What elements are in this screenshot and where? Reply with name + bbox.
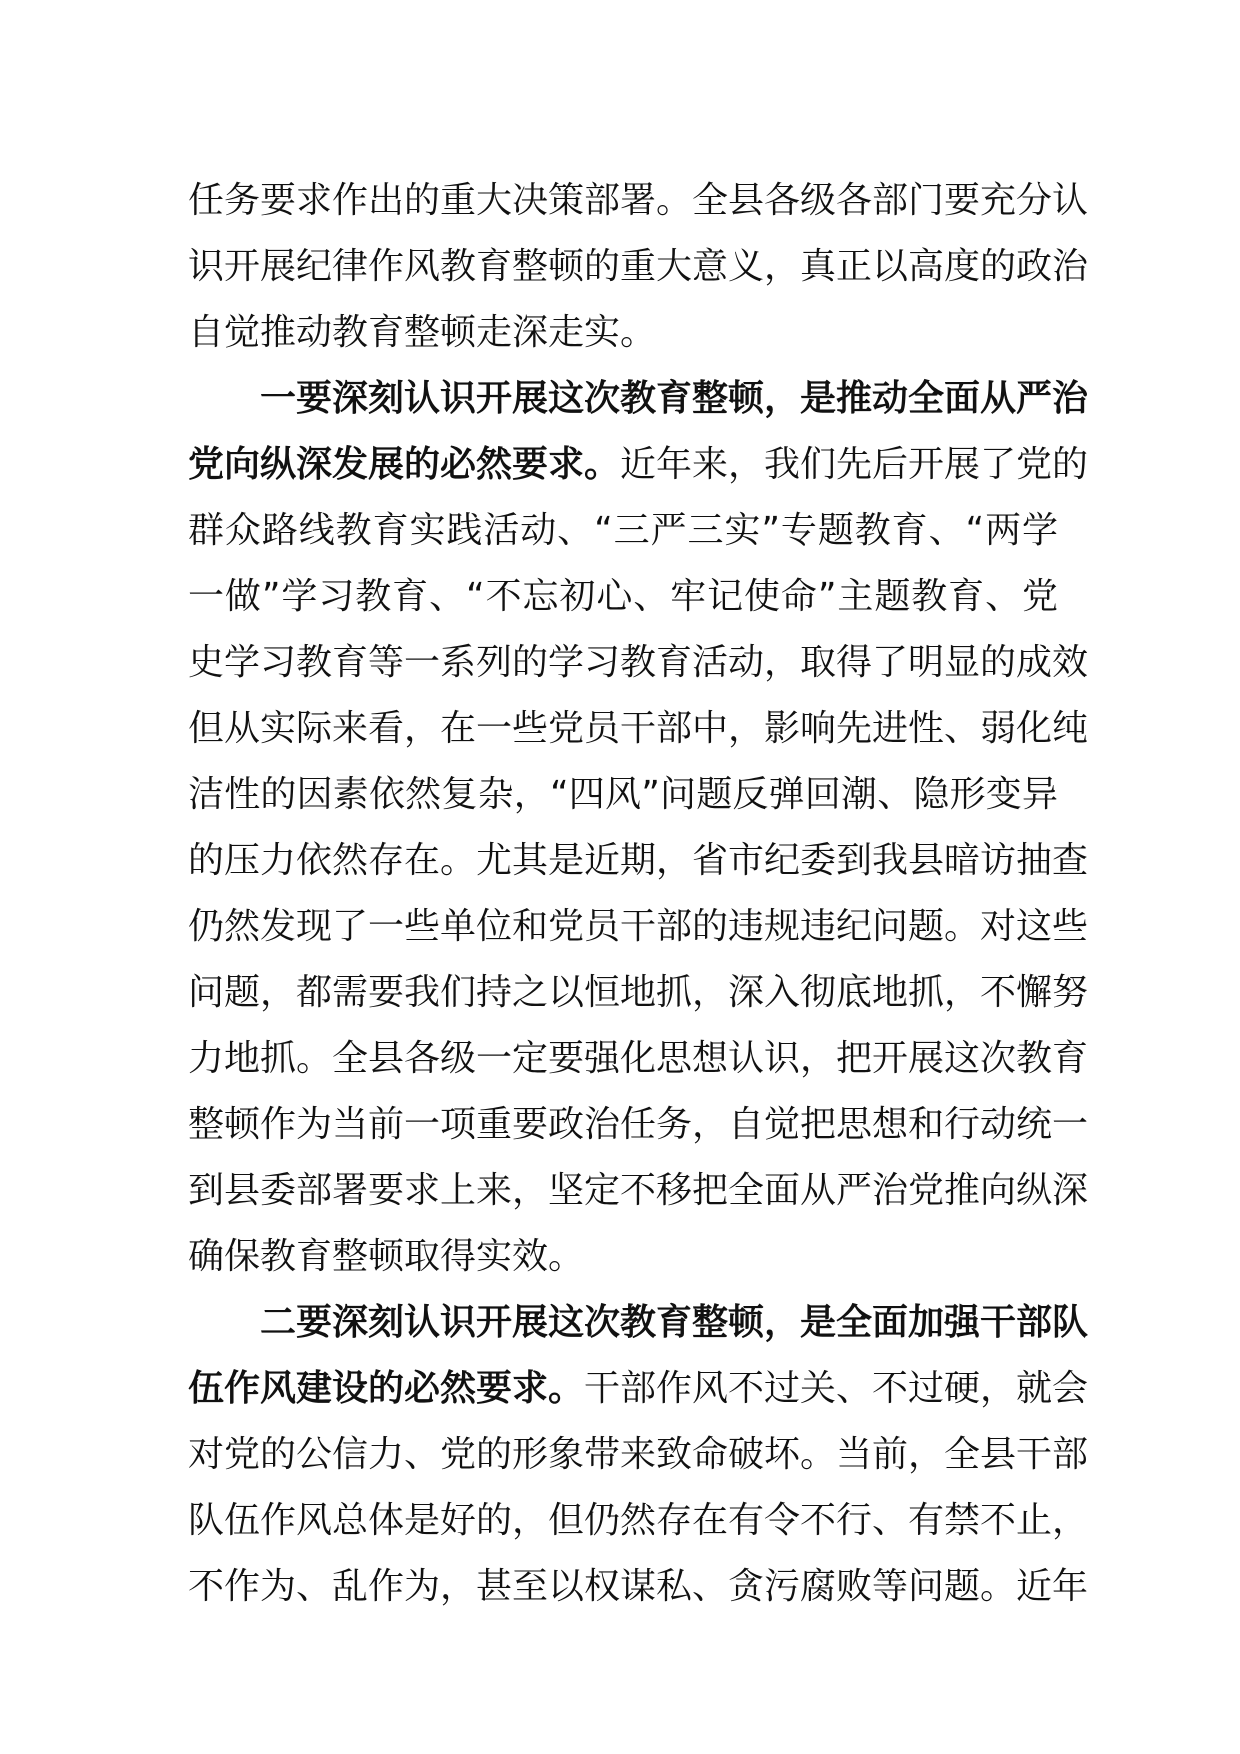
paragraph-text: 干部作风不过关、不过硬，就会 <box>584 1368 1089 1409</box>
section-heading-text: 党向纵深发展的必然要求。 <box>188 444 621 485</box>
paragraph-line: 史学习教育等一系列的学习教育活动，取得了明显的成效 <box>188 642 1089 683</box>
paragraph-line: 的压力依然存在。尤其是近期，省市纪委到我县暗访抽查 <box>188 840 1089 881</box>
paragraph-line: 一做”学习教育、“不忘初心、牢记使命”主题教育、党 <box>188 576 1058 617</box>
paragraph-line: 群众路线教育实践活动、“三严三实”专题教育、“两学 <box>188 510 1058 551</box>
section-heading <box>188 366 1089 432</box>
paragraph-line <box>188 1356 1089 1422</box>
body-text <box>188 168 1089 1620</box>
paragraph-text: 近年来，我们先后开展了党的 <box>620 444 1089 485</box>
paragraph-line: 队伍作风总体是好的，但仍然存在有令不行、有禁不止， <box>188 1500 1089 1541</box>
paragraph-line: 不作为、乱作为，甚至以权谋私、贪污腐败等问题。近年 <box>188 1566 1089 1607</box>
section-heading-text: 二要深刻认识开展这次教育整顿，是全面加强干部队 <box>260 1302 1089 1343</box>
section-heading-text: 一要深刻认识开展这次教育整顿，是推动全面从严治 <box>260 378 1089 419</box>
paragraph-line: 确保教育整顿取得实效。 <box>188 1236 585 1277</box>
paragraph-line: 对党的公信力、党的形象带来致命破坏。当前，全县干部 <box>188 1434 1089 1475</box>
section-heading <box>188 1290 1089 1356</box>
section-heading-text: 伍作风建设的必然要求。 <box>188 1368 585 1409</box>
paragraph-line: 洁性的因素依然复杂，“四风”问题反弹回潮、隐形变异 <box>188 774 1058 815</box>
paragraph-line: 整顿作为当前一项重要政治任务，自觉把思想和行动统一 <box>188 1104 1089 1145</box>
paragraph-line: 但从实际来看，在一些党员干部中，影响先进性、弱化纯 <box>188 708 1089 749</box>
paragraph-line: 仍然发现了一些单位和党员干部的违规违纪问题。对这些 <box>188 906 1089 947</box>
paragraph-line: 任务要求作出的重大决策部署。全县各级各部门要充分认 <box>188 180 1089 221</box>
paragraph-line: 识开展纪律作风教育整顿的重大意义，真正以高度的政治 <box>188 246 1089 287</box>
paragraph-line: 问题，都需要我们持之以恒地抓，深入彻底地抓，不懈努 <box>188 972 1089 1013</box>
paragraph-line <box>188 432 1089 498</box>
paragraph-line: 到县委部署要求上来，坚定不移把全面从严治党推向纵深 <box>188 1170 1089 1211</box>
paragraph-line: 自觉推动教育整顿走深走实。 <box>188 312 657 353</box>
paragraph-line: 力地抓。全县各级一定要强化思想认识，把开展这次教育 <box>188 1038 1089 1079</box>
